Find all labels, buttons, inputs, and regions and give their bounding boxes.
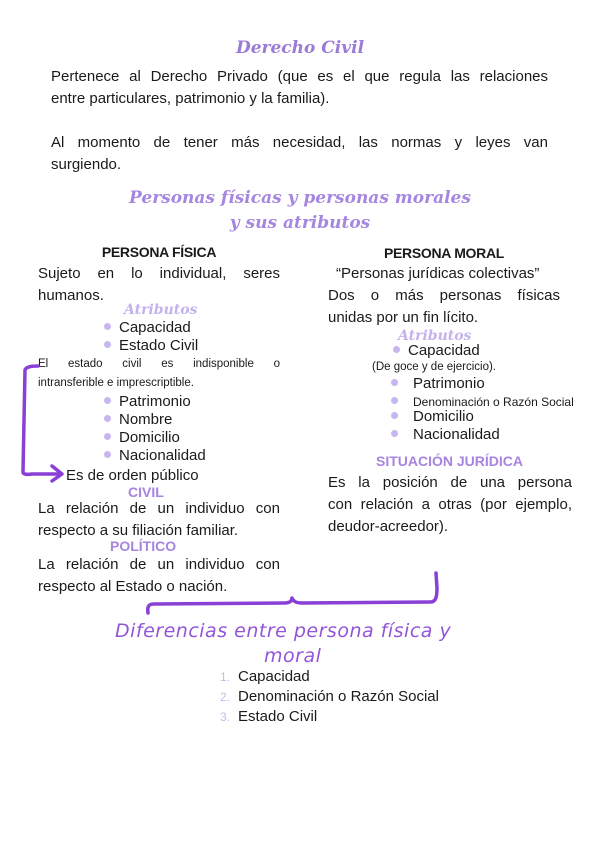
list-number: 2. — [220, 690, 231, 704]
intro-line-4: surgiendo. — [51, 156, 122, 173]
moral-attr-denominacion: Denominación o Razón Social — [391, 393, 574, 411]
fisica-attr-nacionalidad: Nacionalidad — [104, 447, 206, 465]
diferencias-title-line-2: moral — [264, 645, 322, 667]
fisica-atributos-label: Atributos — [124, 302, 198, 318]
fisica-desc-line-2: humanos. — [38, 287, 104, 304]
list-number: 1. — [220, 670, 231, 684]
moral-attr-nacionalidad: Nacionalidad — [391, 426, 500, 444]
bullet-icon — [104, 341, 111, 348]
bullet-icon — [104, 433, 111, 440]
section-title-line-1: Personas físicas y personas morales — [129, 188, 471, 208]
moral-attr-domicilio: Domicilio — [391, 408, 474, 426]
moral-sit-line-3: deudor-acreedor). — [328, 518, 449, 535]
brace-icon — [140, 568, 446, 620]
fisica-civil-line-1: La relación de un individuo con — [38, 500, 280, 517]
moral-atributos-label: Atributos — [398, 328, 472, 344]
bullet-icon — [104, 451, 111, 458]
moral-quote: “Personas jurídicas colectivas” — [336, 265, 540, 282]
moral-attr-capacidad: Capacidad — [393, 342, 480, 360]
intro-line-2: entre particulares, patrimonio y la familia). — [51, 90, 330, 107]
moral-sit-line-2: con relación a otras (por ejemplo, — [328, 496, 572, 513]
moral-situacion-label: SITUACIÓN JURÍDICA — [376, 453, 524, 469]
bullet-icon — [391, 412, 398, 419]
fisica-civil-line-2: respecto a su filiación familiar. — [38, 522, 239, 539]
fisica-attr-capacidad: Capacidad — [104, 319, 191, 337]
moral-attr-patrimonio: Patrimonio — [391, 375, 485, 393]
fisica-politico-line-2: respecto al Estado o nación. — [38, 578, 228, 595]
fisica-orden-publico: Es de orden público — [66, 467, 199, 484]
intro-line-3: Al momento de tener más necesidad, las normas y leyes van — [51, 134, 548, 151]
fisica-politico-line-1: La relación de un individuo con — [38, 556, 280, 573]
bullet-icon — [391, 397, 398, 404]
main-title: Derecho Civil — [235, 38, 365, 58]
fisica-attr-estado-civil: Estado Civil — [104, 337, 198, 355]
fisica-heading: PERSONA FÍSICA — [101, 244, 217, 260]
bullet-icon — [391, 430, 398, 437]
intro-line-1: Pertenece al Derecho Privado (que es el que regula las relaciones — [51, 68, 548, 85]
bracket-arrow-icon — [10, 360, 70, 485]
diferencias-item-1: 1. Capacidad — [220, 668, 310, 685]
moral-heading: PERSONA MORAL — [383, 245, 505, 261]
fisica-attr-nombre: Nombre — [104, 411, 172, 429]
fisica-attr-domicilio: Domicilio — [104, 429, 180, 447]
bullet-icon — [393, 346, 400, 353]
fisica-note-line-1: El estado civil es indisponible o — [38, 358, 280, 370]
fisica-politico-label: POLÍTICO — [110, 538, 177, 554]
fisica-note-line-2: intransferible e imprescriptible. — [38, 377, 194, 389]
fisica-attr-patrimonio: Patrimonio — [104, 393, 191, 411]
moral-desc-line-1: Dos o más personas físicas — [328, 287, 560, 304]
diferencias-item-3: 3. Estado Civil — [220, 708, 318, 725]
bullet-icon — [391, 379, 398, 386]
fisica-civil-label: CIVIL — [128, 484, 164, 500]
bullet-icon — [104, 323, 111, 330]
moral-desc-line-2: unidas por un fin lícito. — [328, 309, 479, 326]
diferencias-title-line-1: Diferencias entre persona física y — [115, 620, 452, 642]
section-title-line-2: y sus atributos — [229, 213, 371, 233]
moral-sit-line-1: Es la posición de una persona — [328, 474, 572, 491]
bullet-icon — [104, 397, 111, 404]
moral-cap-note: (De goce y de ejercicio). — [372, 361, 496, 373]
diferencias-item-2: 2. Denominación o Razón Social — [220, 688, 439, 705]
list-number: 3. — [220, 710, 231, 724]
fisica-desc-line-1: Sujeto en lo individual, seres — [38, 265, 280, 282]
bullet-icon — [104, 415, 111, 422]
